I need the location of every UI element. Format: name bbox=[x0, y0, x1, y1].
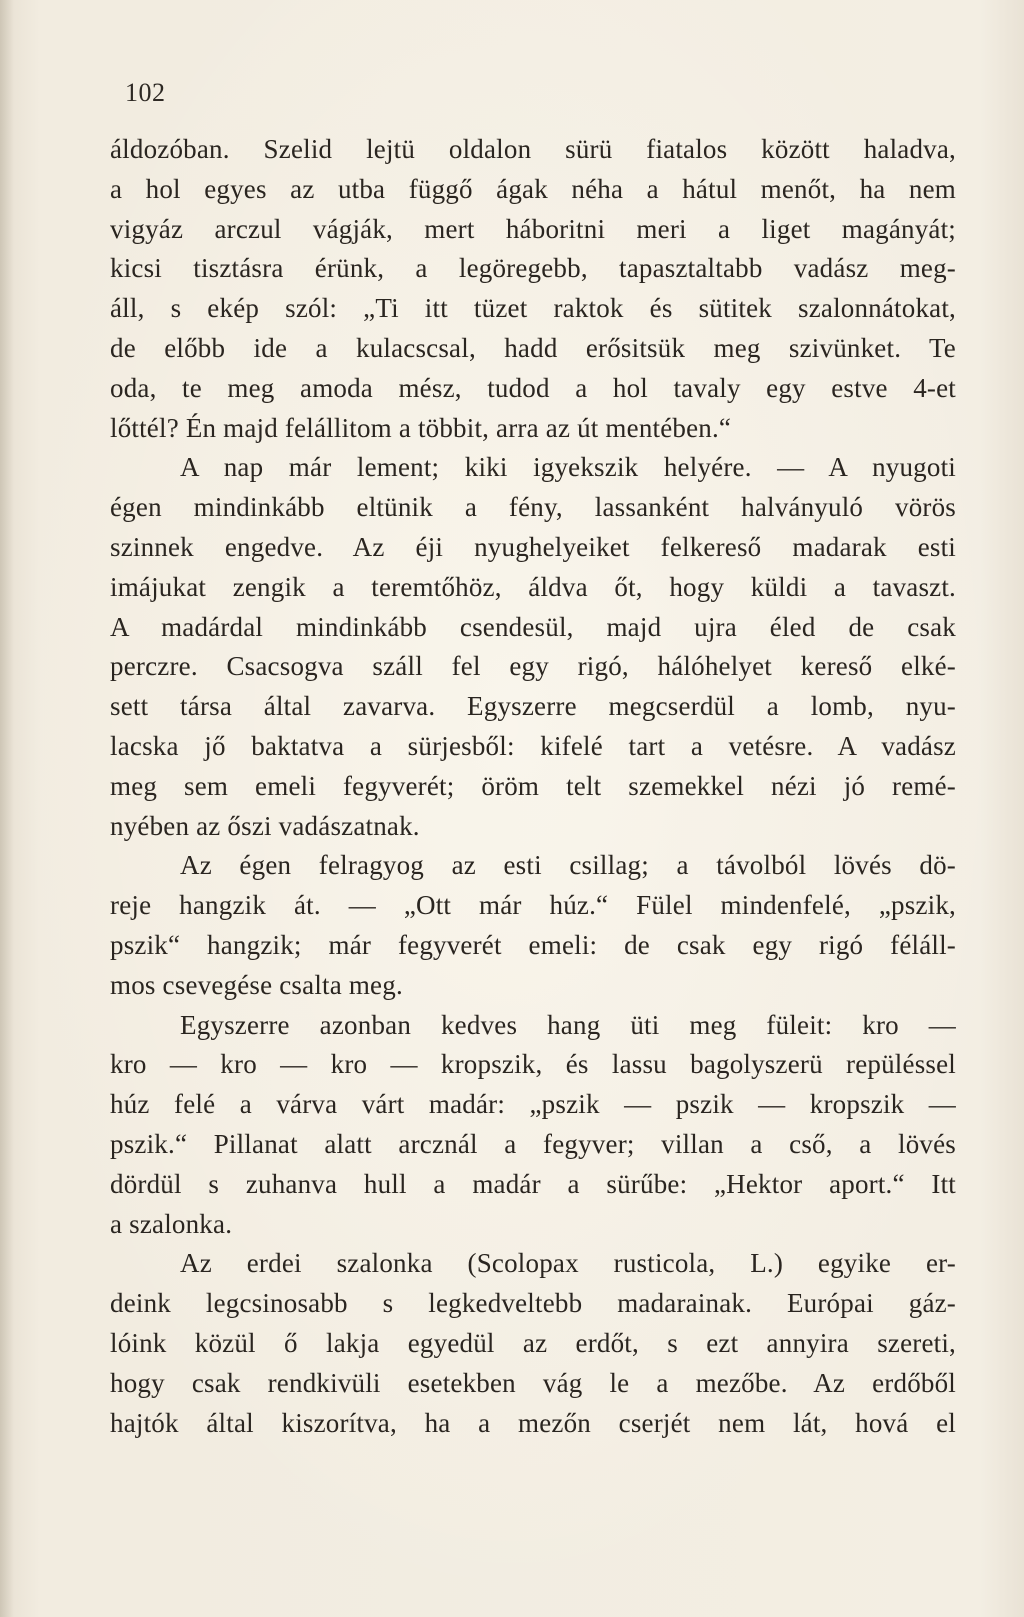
text-line: mos csevegése csalta meg. bbox=[110, 969, 403, 1000]
text-line: imájukat zengik a teremtőhöz, áldva őt, hogy küldi a tavaszt. bbox=[110, 571, 956, 602]
text-line: meg sem emeli fegyverét; öröm telt szemekkel nézi jó remé- bbox=[110, 770, 956, 801]
text-line: égen mindinkább eltünik a fény, lassanként halványuló vörös bbox=[110, 492, 956, 523]
text-line: pszik.“ Pillanat alatt arcznál a fegyver; villan a cső, a lövés bbox=[110, 1128, 956, 1159]
page-number: 102 bbox=[125, 78, 166, 107]
text-line: oda, te meg amoda mész, tudod a hol tavaly egy estve 4-et bbox=[110, 372, 956, 403]
text-line: a hol egyes az utba függő ágak néha a hátul menőt, ha nem bbox=[110, 173, 956, 204]
text-line: lóink közül ő lakja egyedül az erdőt, s ezt annyira szereti, bbox=[110, 1327, 956, 1358]
text-line: kicsi tisztásra érünk, a legöregebb, tapasztaltabb vadász meg- bbox=[110, 253, 956, 284]
paragraph-start: Az erdei szalonka (Scolopax rusticola, L.) egyike er- bbox=[180, 1248, 956, 1279]
text-line: A madárdal mindinkább csendesül, majd ujra éled de csak bbox=[110, 611, 956, 642]
text-line: kro — kro — kro — kropszik, és lassu bagolyszerü repüléssel bbox=[110, 1049, 956, 1080]
text-line: szinnek engedve. Az éji nyughelyeiket felkereső madarak esti bbox=[110, 531, 956, 562]
text-line: de előbb ide a kulacscsal, hadd erősitsük meg szivünket. Te bbox=[110, 332, 956, 363]
text-line: húz felé a várva várt madár: „pszik — pszik — kropszik — bbox=[110, 1089, 956, 1120]
body-text bbox=[110, 130, 956, 1443]
paragraph-start: Egyszerre azonban kedves hang üti meg füleit: kro — bbox=[180, 1009, 956, 1040]
text-line: a szalonka. bbox=[110, 1208, 233, 1239]
text-line: lacska jő baktatva a sürjesből: kifelé tart a vetésre. A vadász bbox=[110, 730, 956, 761]
paragraph-start: Az égen felragyog az esti csillag; a távolból lövés dö- bbox=[180, 850, 956, 881]
text-line: dördül s zuhanva hull a madár a sürűbe: „Hektor aport.“ Itt bbox=[110, 1168, 956, 1199]
text-line: áldozóban. Szelid lejtü oldalon sürü fiatalos között haladva, bbox=[110, 134, 956, 164]
text-line: sett társa által zavarva. Egyszerre megcserdül a lomb, nyu- bbox=[110, 691, 956, 722]
text-line: nyében az őszi vadászatnak. bbox=[110, 810, 420, 841]
text-line: hajtók által kiszorítva, ha a mezőn cserjét nem lát, hová el bbox=[110, 1407, 956, 1438]
binding-shadow bbox=[0, 0, 14, 1617]
text-line: vigyáz arczul vágják, mert háboritni meri a liget magányát; bbox=[110, 213, 956, 244]
text-line: deink legcsinosabb s legkedveltebb madarainak. Európai gáz- bbox=[110, 1288, 956, 1319]
paragraph-start: A nap már lement; kiki igyekszik helyére. — A nyugoti bbox=[180, 452, 956, 483]
text-line: pszik“ hangzik; már fegyverét emeli: de csak egy rigó féláll- bbox=[110, 929, 956, 960]
text-line: perczre. Csacsogva száll fel egy rigó, hálóhelyet kereső elké- bbox=[110, 651, 956, 682]
text-line: hogy csak rendkivüli esetekben vág le a mezőbe. Az erdőből bbox=[110, 1367, 956, 1398]
text-line: reje hangzik át. — „Ott már húz.“ Fülel mindenfelé, „pszik, bbox=[110, 890, 956, 921]
text-line: áll, s ekép szól: „Ti itt tüzet raktok és sütitek szalonnátokat, bbox=[110, 293, 956, 324]
text-line: lőttél? Én majd felállitom a többit, arra az út mentében.“ bbox=[110, 412, 732, 443]
